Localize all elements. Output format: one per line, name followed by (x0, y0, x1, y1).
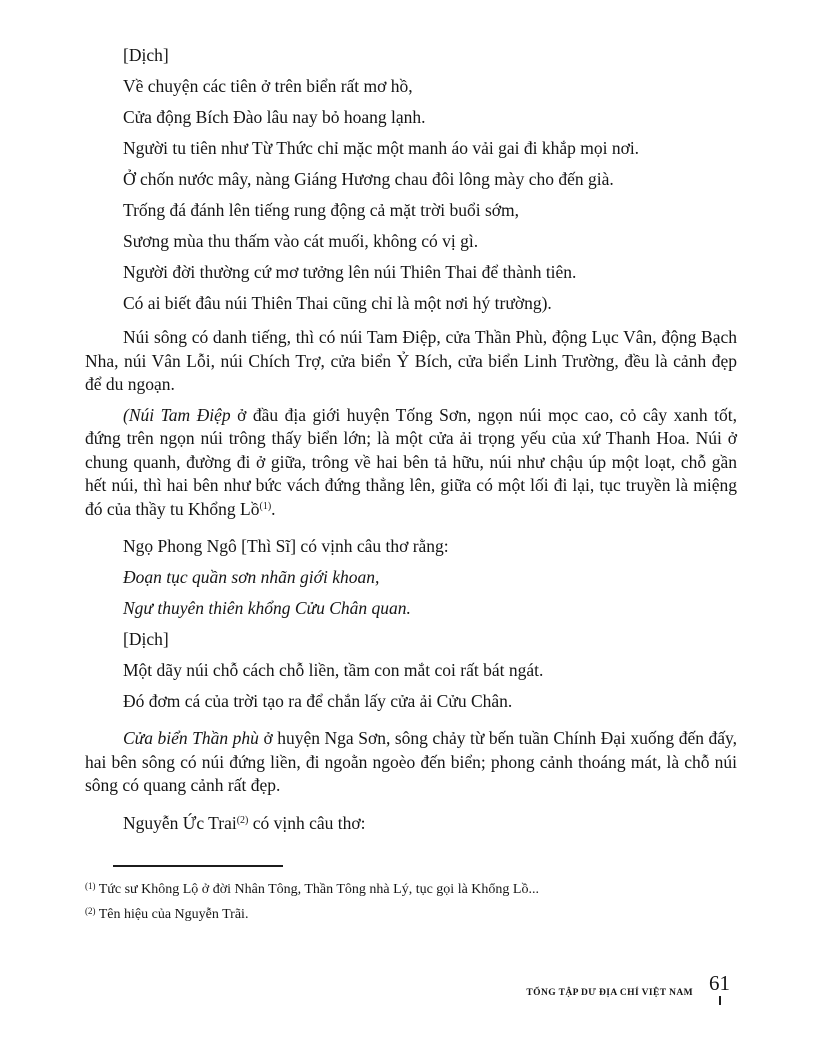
footnote-ref-2: (2) (236, 814, 249, 826)
paragraph-famous-sites: Núi sông có danh tiếng, thì có núi Tam Điệp, cửa Thần Phù, động Lục Vân, động Bạch Nha, núi Vân Lỗi, núi Chích Trợ, cửa biển Ỷ Bích, cửa biển Linh Trường, đều là cảnh đẹp để du ngoạn. (85, 327, 737, 394)
running-title: TỔNG TẬP DƯ ĐỊA CHÍ VIỆT NAM (526, 988, 693, 998)
poem-line: Cửa động Bích Đào lâu nay bỏ hoang lạnh. (123, 107, 426, 127)
paragraph-tam-diep (85, 404, 737, 522)
paragraph-tail: . (271, 498, 276, 519)
footnote-2 (85, 902, 737, 927)
verse-translation-line: Một dãy núi chỗ cách chỗ liền, tầm con mắt coi rất bát ngát. (123, 660, 544, 680)
footnote-separator (113, 865, 283, 867)
line-tail: có vịnh câu thơ: (248, 812, 366, 833)
poem-line: Trống đá đánh lên tiếng rung động cả mặt trời buổi sớm, (123, 200, 520, 220)
line-nguyen-uc-trai (85, 808, 737, 839)
author-name: Nguyễn Ức Trai (123, 812, 237, 833)
place-name-italic: Cửa biển Thần phù (123, 728, 259, 748)
poem-line: Người tu tiên như Từ Thức chỉ mặc một manh áo vải gai đi khắp mọi nơi. (123, 138, 640, 158)
page-number: 61 (709, 971, 730, 995)
page-footer (526, 972, 730, 1005)
footnote-marker: (2) (85, 905, 96, 916)
footnote-ref-1: (1) (259, 500, 272, 512)
page-content (85, 40, 737, 927)
paragraph-body: ở huyện Nga Sơn, sông chảy từ bến tuần Chính Đại xuống đến đấy, hai bên sông có núi đứng liền, đi ngoằn ngoèo đến biển; phong cảnh thoáng mát, là chỗ núi sông có quang cảnh rất đẹp. (85, 728, 737, 795)
verse-line-chinese: Ngư thuyên thiên khổng Cửu Chân quan. (123, 598, 411, 618)
poem-line: Có ai biết đâu núi Thiên Thai cũng chỉ là một nơi hý trường). (123, 293, 552, 313)
poem-line: Sương mùa thu thấm vào cát muối, không có vị gì. (123, 231, 479, 251)
footnote-1 (85, 877, 737, 902)
poem-line: Ở chốn nước mây, nàng Giáng Hương chau đôi lông mày cho đến già. (123, 169, 614, 189)
paragraph-body: ở đầu địa giới huyện Tống Sơn, ngọn núi mọc cao, cỏ cây xanh tốt, đứng trên ngọn núi trông thấy biển lớn; là một cửa ải trọng yếu của xứ Thanh Hoa. Núi ở chung quanh, đường đi ở giữa, trông về hai bên tả hữu, núi như chậu úp một loạt, chỗ gần hết núi, thì hai bên như bức vách đứng thẳng lên, giữa có một lối đi lại, tục truyền là miệng đó của thầy tu Khổng Lồ (85, 404, 737, 519)
poem-line: Về chuyện các tiên ở trên biển rất mơ hồ, (123, 76, 413, 96)
poem-line: Người đời thường cứ mơ tưởng lên núi Thiên Thai để thành tiên. (123, 262, 577, 282)
page-number-block (709, 972, 730, 1005)
place-name-italic: (Núi Tam Điệp (123, 404, 231, 425)
footnote-text: Tên hiệu của Nguyễn Trãi. (95, 906, 249, 922)
paragraph-than-phu (85, 727, 737, 798)
translation-label: [Dịch] (123, 45, 169, 65)
footnote-text: Tức sư Không Lộ ở đời Nhân Tông, Thần Tông nhà Lý, tục gọi là Khổng Lồ... (95, 881, 539, 897)
verse-translation-line: Đó đơm cá của trời tạo ra để chắn lấy cửa ải Cửu Chân. (123, 691, 513, 711)
page-number-tick (719, 996, 721, 1005)
line-ngo-phong: Ngọ Phong Ngô [Thì Sĩ] có vịnh câu thơ rằng: (123, 536, 449, 556)
verse-line-chinese: Đoạn tục quần sơn nhãn giới khoan, (123, 567, 380, 587)
footnote-marker: (1) (85, 880, 96, 891)
translation-label: [Dịch] (123, 629, 169, 649)
